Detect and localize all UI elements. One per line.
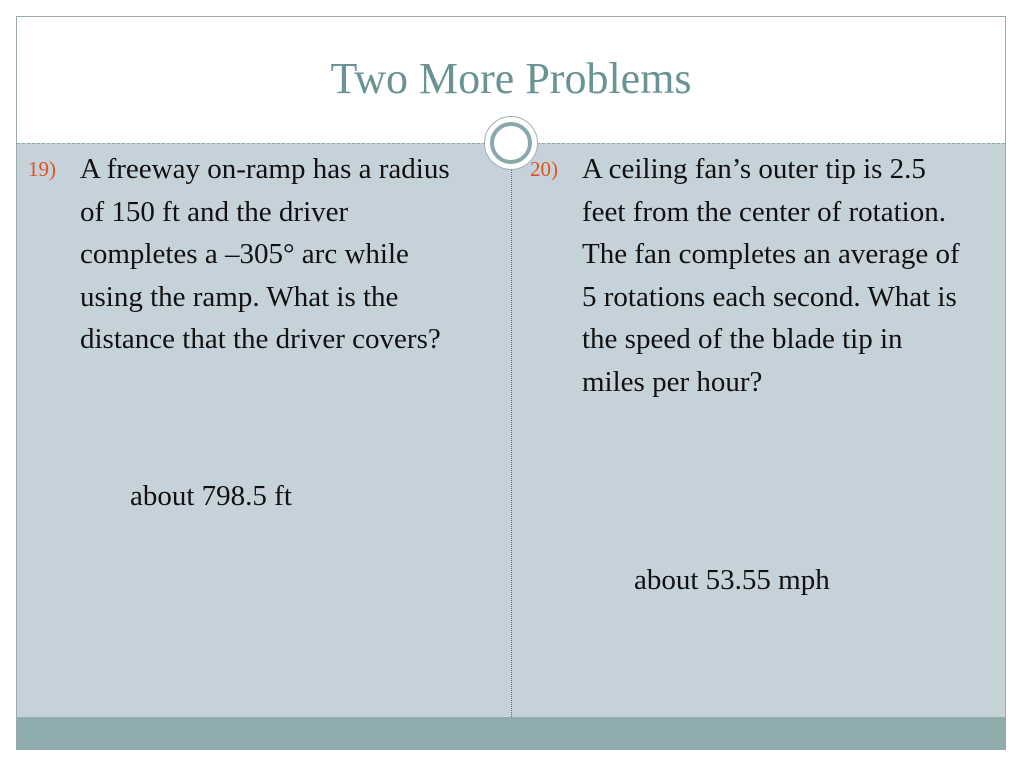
- problem-text: A ceiling fan’s outer tip is 2.5 feet from the center of rotation. The fan completes an average of 5 rotations each second. What is the speed of the blade tip in miles per hour?: [582, 153, 960, 398]
- decorative-ring: [490, 122, 532, 164]
- problem-text: A freeway on-ramp has a radius of 150 ft and the driver completes a –305° arc while using the ramp. What is the distance that the driver covers?: [80, 153, 450, 355]
- problem-19-answer: about 798.5 ft: [130, 480, 292, 512]
- problem-number: 20): [530, 157, 558, 181]
- column-divider: [511, 143, 512, 717]
- footer-band: [17, 717, 1005, 750]
- slide-title: Two More Problems: [330, 54, 692, 103]
- problem-20-answer: about 53.55 mph: [634, 564, 830, 596]
- problem-number: 19): [28, 157, 56, 181]
